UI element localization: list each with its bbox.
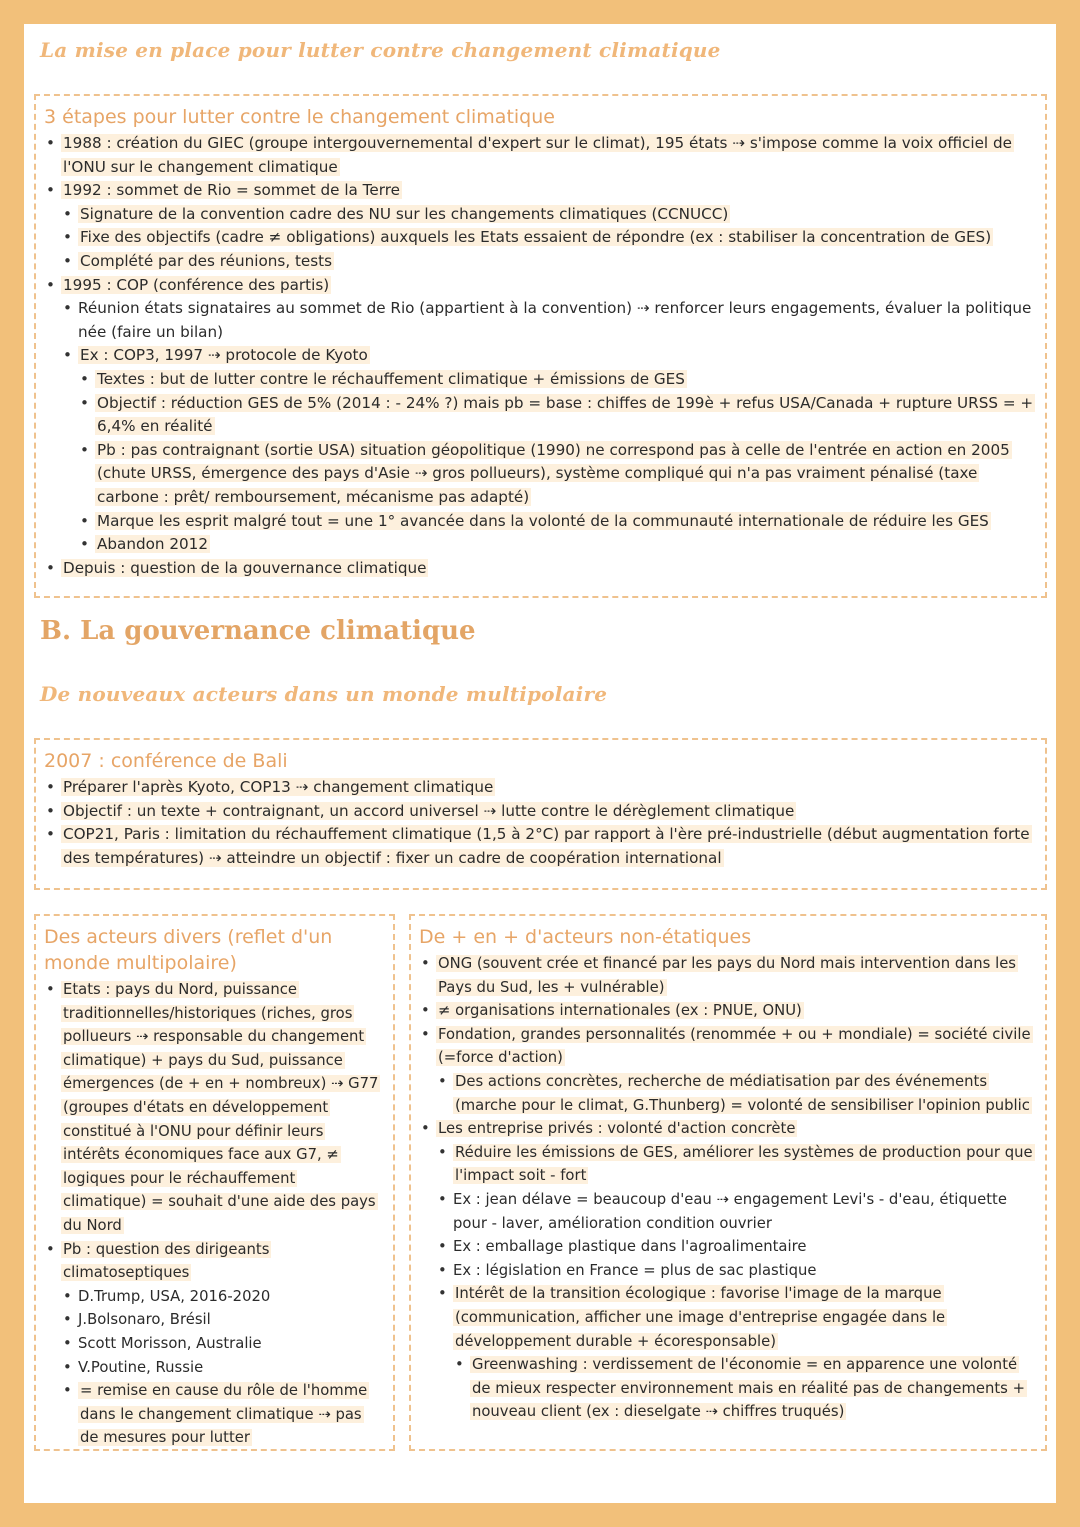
list-item: • Marque les esprit malgré tout = une 1° avancée dans la volonté de la communauté internationale de réduire les GES xyxy=(78,510,1035,534)
list-item-1988: • 1988 : création du GIEC (groupe intergouvernemental d'expert sur le climat), 195 états ⇢ s'impose comme la voix officiel de l'ONU sur le changement climatique xyxy=(44,132,1035,179)
list-item: • Ex : législation en France = plus de sac plastique xyxy=(436,1259,1035,1283)
top-heading: La mise en place pour lutter contre changement climatique xyxy=(40,38,721,62)
list-item: • Ex : emballage plastique dans l'agroalimentaire xyxy=(436,1235,1035,1259)
list-item-foundation: • Fondation, grandes personnalités (renommée + ou + mondiale) = société civile (=force d'action) • Des actions concrètes, recherche de médiatisation par des événements (marche pour le climat, G.Thunberg) = volonté de sensibiliser l'opinion public xyxy=(419,1023,1035,1117)
list-item-etats: • Etats : pays du Nord, puissance traditionnelles/historiques (riches, gros pollueurs ⇢ responsable du changement climatique) + pays du Sud, puissance émergences (de + en + nombreux) ⇢ G77 (groupes d'états en développement constitué à l'ONU pour définir leurs intérêts économiques face aux G7, ≠ logiques pour le réchauffement climatique) = souhait d'une aide des pays du Nord xyxy=(44,978,383,1238)
box-diverse-actors xyxy=(34,914,395,1451)
box-non-state-actors xyxy=(409,914,1047,1451)
list-item: • Abandon 2012 xyxy=(78,533,1035,557)
list-item-enterprise: • Les entreprise privés : volonté d'action concrète • Réduire les émissions de GES, améliorer les systèmes de production pour que l'impact soit - fort • Ex : jean délave = beaucoup d'eau ⇢ engagement Levi's - d'eau, étiquette pour - laver, amélioration condition ouvrier • Ex : emballage plastique dans l'agroalimentaire • Ex : législation en France = plus de sac plastique • Intérêt de la transition écologique : favorise l'image de la marque (communication, afficher une image d'entreprise engagée dans le développement durable + écoresponsable) • Greenwashing : verdissement de l'économie = en apparence une volonté de mieux respecter environnement mais en réalité pas de changements + nouveau client (ex : dieselgate ⇢ chiffres truqués) xyxy=(419,1117,1035,1424)
list-item: • Scott Morisson, Australie xyxy=(61,1332,383,1356)
box-three-steps xyxy=(34,94,1047,598)
list-item: • Pb : pas contraignant (sortie USA) situation géopolitique (1990) ne correspond pas à celle de l'entrée en action en 2005 (chute URSS, émergence des pays d'Asie ⇢ gros pollueurs), système compliqué qui n'a pas vraiment pénalisé (taxe carbone : prêt/ remboursement, mécanisme pas adapté) xyxy=(78,439,1035,510)
subheading: De nouveaux acteurs dans un monde multipolaire xyxy=(40,682,608,706)
list-item: • V.Poutine, Russie xyxy=(61,1356,383,1380)
list-item: • Des actions concrètes, recherche de médiatisation par des événements (marche pour le climat, G.Thunberg) = volonté de sensibiliser l'opinion public xyxy=(436,1070,1035,1117)
list-item: • Intérêt de la transition écologique : favorise l'image de la marque (communication, afficher une image d'entreprise engagée dans le développement durable + écoresponsable) • Greenwashing : verdissement de l'économie = en apparence une volonté de mieux respecter environnement mais en réalité pas de changements + nouveau client (ex : dieselgate ⇢ chiffres truqués) xyxy=(436,1282,1035,1424)
list-item: • COP21, Paris : limitation du réchauffement climatique (1,5 à 2°C) par rapport à l'ère pré-industrielle (début augmentation forte des températures) ⇢ atteindre un objectif : fixer un cadre de coopération international xyxy=(44,823,1035,870)
note-page xyxy=(24,24,1056,1503)
box-bali xyxy=(34,738,1047,890)
list-item: • Signature de la convention cadre des NU sur les changements climatiques (CCNUCC) xyxy=(61,203,1035,227)
list-item: • Complété par des réunions, tests xyxy=(61,250,1035,274)
list-item: • Objectif : un texte + contraignant, un accord universel ⇢ lutte contre le dérèglement climatique xyxy=(44,800,1035,824)
box-non-state-actors-title: De + en + d'acteurs non-étatiques xyxy=(419,926,752,948)
section-title: B. La gouvernance climatique xyxy=(40,616,476,646)
list-item: • Réduire les émissions de GES, améliorer les systèmes de production pour que l'impact soit - fort xyxy=(436,1141,1035,1188)
list-item: • Textes : but de lutter contre le réchauffement climatique + émissions de GES xyxy=(78,368,1035,392)
list-item: • Fixe des objectifs (cadre ≠ obligations) auxquels les Etats essaient de répondre (ex : stabiliser la concentration de GES) xyxy=(61,226,1035,250)
list-item-oi: • ≠ organisations internationales (ex : PNUE, ONU) xyxy=(419,999,1035,1023)
list-item: • = remise en cause du rôle de l'homme dans le changement climatique ⇢ pas de mesures pour lutter xyxy=(61,1379,383,1450)
list-item: • Ex : jean délave = beaucoup d'eau ⇢ engagement Levi's - d'eau, étiquette pour - laver, amélioration condition ouvrier xyxy=(436,1188,1035,1235)
list-item-1992: • 1992 : sommet de Rio = sommet de la Terre • Signature de la convention cadre des NU sur les changements climatiques (CCNUCC) • Fixe des objectifs (cadre ≠ obligations) auxquels les Etats essaient de répondre (ex : stabiliser la concentration de GES) • Complété par des réunions, tests xyxy=(44,179,1035,273)
list-item: • Préparer l'après Kyoto, COP13 ⇢ changement climatique xyxy=(44,776,1035,800)
list-item-greenwashing: • Greenwashing : verdissement de l'économie = en apparence une volonté de mieux respecter environnement mais en réalité pas de changements + nouveau client (ex : dieselgate ⇢ chiffres truqués) xyxy=(453,1353,1035,1424)
list-item-pb: • Pb : question des dirigeants climatoseptiques • D.Trump, USA, 2016-2020 • J.Bolsonaro, Brésil • Scott Morisson, Australie • V.Poutine, Russie • = remise en cause du rôle de l'homme dans le changement climatique ⇢ pas de mesures pour lutter xyxy=(44,1238,383,1450)
list-item-ong: • ONG (souvent crée et financé par les pays du Nord mais intervention dans les Pays du Sud, les + vulnérable) xyxy=(419,952,1035,999)
list-item-since: • Depuis : question de la gouvernance climatique xyxy=(44,557,1035,581)
list-item: • D.Trump, USA, 2016-2020 xyxy=(61,1285,383,1309)
box-diverse-actors-title: Des acteurs divers (reflet d'un monde multipolaire) xyxy=(44,926,333,974)
list-item: • Objectif : réduction GES de 5% (2014 : - 24% ?) mais pb = base : chiffes de 199è + refus USA/Canada + rupture URSS = + 6,4% en réalité xyxy=(78,392,1035,439)
list-item: • J.Bolsonaro, Brésil xyxy=(61,1308,383,1332)
list-item: • Réunion états signataires au sommet de Rio (appartient à la convention) ⇢ renforcer leurs engagements, évaluer la politique née (faire un bilan) xyxy=(61,297,1035,344)
box-three-steps-title: 3 étapes pour lutter contre le changement climatique xyxy=(44,106,555,128)
list-item-kyoto: • Ex : COP3, 1997 ⇢ protocole de Kyoto • Textes : but de lutter contre le réchauffement climatique + émissions de GES • Objectif : réduction GES de 5% (2014 : - 24% ?) mais pb = base : chiffes de 199è + refus USA/Canada + rupture URSS = + 6,4% en réalité • Pb : pas contraignant (sortie USA) situation géopolitique (1990) ne correspond pas à celle de l'entrée en action en 2005 (chute URSS, émergence des pays d'Asie ⇢ gros pollueurs), système compliqué qui n'a pas vraiment pénalisé (taxe carbone : prêt/ remboursement, mécanisme pas adapté) • Marque les esprit malgré tout = une 1° avancée dans la volonté de la communauté internationale de réduire les GES • Abandon 2012 xyxy=(61,344,1035,556)
list-item-1995: • 1995 : COP (conférence des partis) • Réunion états signataires au sommet de Rio (appartient à la convention) ⇢ renforcer leurs engagements, évaluer la politique née (faire un bilan) • Ex : COP3, 1997 ⇢ protocole de Kyoto • Textes : but de lutter contre le réchauffement climatique + émissions de GES • Objectif : réduction GES de 5% (2014 : - 24% ?) mais pb = base : chiffes de 199è + refus USA/Canada + rupture URSS = + 6,4% en réalité • Pb : pas contraignant (sortie USA) situation géopolitique (1990) ne correspond pas à celle de l'entrée en action en 2005 (chute URSS, émergence des pays d'Asie ⇢ gros pollueurs), système compliqué qui n'a pas vraiment pénalisé (taxe carbone : prêt/ remboursement, mécanisme pas adapté) • Marque les esprit malgré tout = une 1° avancée dans la volonté de la communauté internationale de réduire les GES • Abandon 2012 xyxy=(44,274,1035,557)
box-bali-title: 2007 : conférence de Bali xyxy=(44,750,288,772)
